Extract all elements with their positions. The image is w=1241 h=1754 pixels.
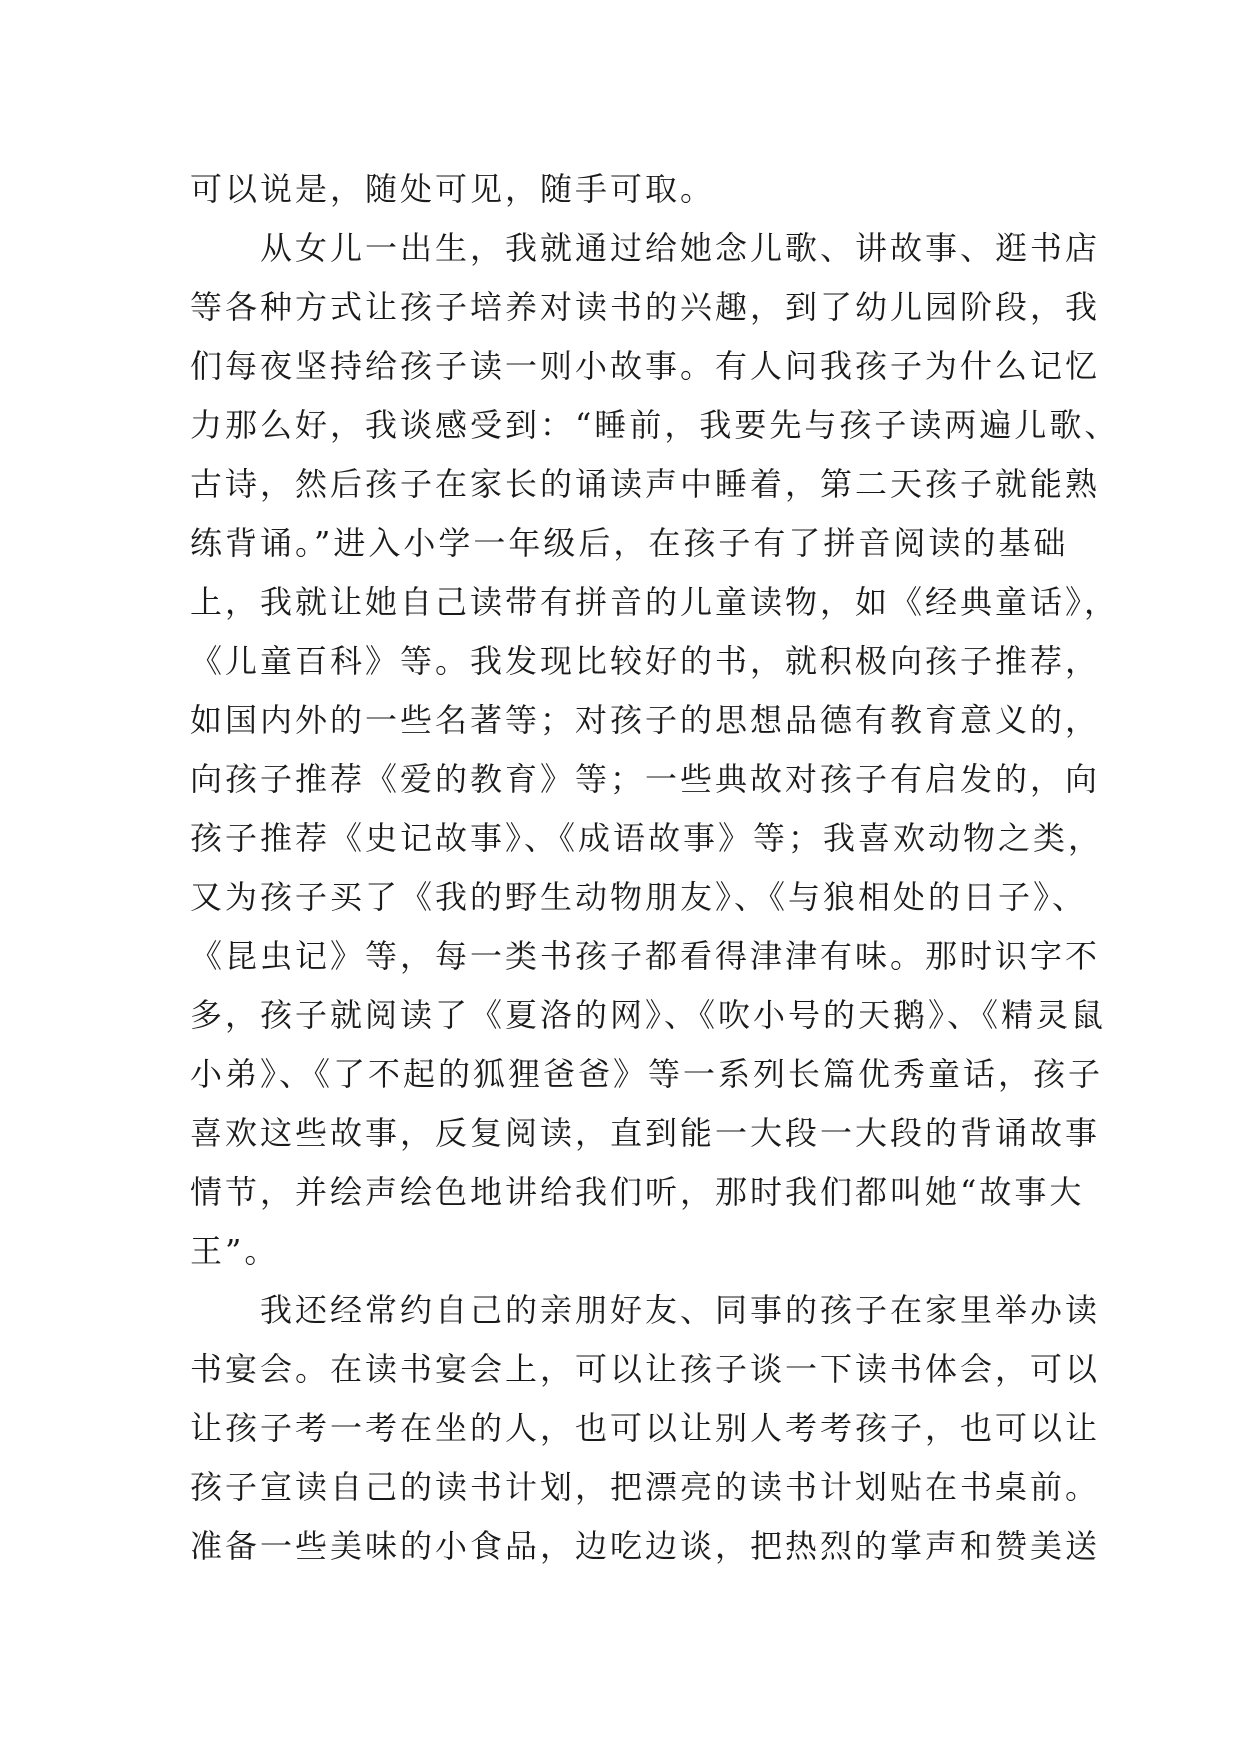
text-line: 让孩子考一考在坐的人，也可以让别人考考孩子，也可以让 xyxy=(190,1409,1101,1447)
text-line: 如国内外的一些名著等；对孩子的思想品德有教育意义的， xyxy=(190,701,1101,739)
text-line: 们每夜坚持给孩子读一则小故事。有人问我孩子为什么记忆 xyxy=(190,347,1101,385)
paragraph-start-line: 从女儿一出生，我就通过给她念儿歌、讲故事、逛书店 xyxy=(260,229,1101,267)
text-line: 孩子推荐《史记故事》、《成语故事》等；我喜欢动物之类， xyxy=(190,819,1104,857)
text-line: 古诗，然后孩子在家长的诵读声中睡着，第二天孩子就能熟 xyxy=(190,465,1101,503)
text-line: 准备一些美味的小食品，边吃边谈，把热烈的掌声和赞美送 xyxy=(190,1527,1101,1565)
text-line: 等各种方式让孩子培养对读书的兴趣，到了幼儿园阶段，我 xyxy=(190,288,1101,326)
text-line: 王”。 xyxy=(190,1232,280,1270)
text-line: 《儿童百科》等。我发现比较好的书，就积极向孩子推荐， xyxy=(190,642,1101,680)
text-line: 喜欢这些故事，反复阅读，直到能一大段一大段的背诵故事 xyxy=(190,1114,1101,1152)
text-line: 又为孩子买了《我的野生动物朋友》、《与狼相处的日子》、 xyxy=(190,878,1088,916)
text-line: 练背诵。”进入小学一年级后，在孩子有了拼音阅读的基础 xyxy=(190,524,1069,562)
text-line: 书宴会。在读书宴会上，可以让孩子谈一下读书体会，可以 xyxy=(190,1350,1101,1388)
text-line: 可以说是，随处可见，随手可取。 xyxy=(190,170,716,208)
paragraph-start-line: 我还经常约自己的亲朋好友、同事的孩子在家里举办读 xyxy=(260,1291,1101,1329)
text-line: 力那么好，我谈感受到：“睡前，我要先与孩子读两遍儿歌、 xyxy=(190,406,1120,444)
text-line: 孩子宣读自己的读书计划，把漂亮的读书计划贴在书桌前。 xyxy=(190,1468,1101,1506)
text-line: 向孩子推荐《爱的教育》等；一些典故对孩子有启发的，向 xyxy=(190,760,1101,798)
text-line: 多，孩子就阅读了《夏洛的网》、《吹小号的天鹅》、《精灵鼠 xyxy=(190,996,1107,1034)
text-line: 情节，并绘声绘色地讲给我们听，那时我们都叫她“故事大 xyxy=(190,1173,1085,1211)
text-line: 《昆虫记》等，每一类书孩子都看得津津有味。那时识字不 xyxy=(190,937,1101,975)
text-line: 小弟》、《了不起的狐狸爸爸》等一系列长篇优秀童话，孩子 xyxy=(190,1055,1104,1093)
document-body xyxy=(190,160,1120,1576)
text-line: 上，我就让她自己读带有拼音的儿童读物，如《经典童话》， xyxy=(190,583,1120,621)
